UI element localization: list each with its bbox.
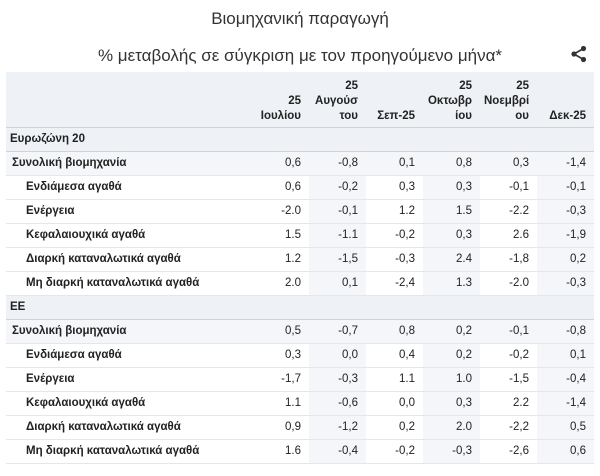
table-cell: -0,3 xyxy=(537,271,594,295)
table-cell: 0,3 xyxy=(366,175,423,199)
row-label: Κεφαλαιουχικά αγαθά xyxy=(6,223,242,247)
table-cell: -2.2 xyxy=(480,199,537,223)
table-cell: 1.1 xyxy=(242,391,309,415)
data-table-container xyxy=(6,72,594,464)
table-cell: -0,3 xyxy=(309,367,366,391)
table-cell: -1,2 xyxy=(309,415,366,439)
table-cell: 0,3 xyxy=(423,175,480,199)
row-label: Κεφαλαιουχικά αγαθά xyxy=(6,391,242,415)
table-cell: -0,8 xyxy=(309,151,366,175)
table-cell: -2.0 xyxy=(480,271,537,295)
row-label: Διαρκή καταναλωτικά αγαθά xyxy=(6,247,242,271)
column-header: Δεκ-25 xyxy=(537,72,594,127)
table-cell: -0,7 xyxy=(309,319,366,343)
table-cell: 2.0 xyxy=(423,415,480,439)
column-header: 25 Νοεμβρί ου xyxy=(480,72,537,127)
table-cell: 0,3 xyxy=(480,151,537,175)
table-cell: 0,2 xyxy=(537,247,594,271)
table-cell: -0,3 xyxy=(366,247,423,271)
table-cell: 0,6 xyxy=(537,439,594,463)
table-cell: 1.5 xyxy=(242,223,309,247)
table-cell: 2.2 xyxy=(480,391,537,415)
table-cell: -0,2 xyxy=(480,343,537,367)
table-cell: -1,5 xyxy=(309,247,366,271)
row-label: Συνολική βιομηχανία xyxy=(6,151,242,175)
table-cell: -0,6 xyxy=(309,391,366,415)
table-cell: -0,2 xyxy=(366,223,423,247)
table-cell: 2.4 xyxy=(423,247,480,271)
row-label: Διαρκή καταναλωτικά αγαθά xyxy=(6,415,242,439)
industrial-production-table xyxy=(6,72,594,464)
table-cell: 2.0 xyxy=(242,271,309,295)
table-cell: 0,2 xyxy=(423,319,480,343)
table-cell: -1,4 xyxy=(537,391,594,415)
table-cell: 0,1 xyxy=(309,271,366,295)
table-cell: 0,8 xyxy=(423,151,480,175)
table-cell: 0,9 xyxy=(242,415,309,439)
row-label: Μη διαρκή καταναλωτικά αγαθά xyxy=(6,271,242,295)
table-cell: -1,4 xyxy=(537,151,594,175)
table-row xyxy=(6,439,594,463)
column-header: 25 Αυγούσ του xyxy=(309,72,366,127)
table-cell: 1.0 xyxy=(423,367,480,391)
table-cell: 0,6 xyxy=(242,175,309,199)
table-cell: -0,4 xyxy=(309,439,366,463)
table-row xyxy=(6,175,594,199)
subtitle-row xyxy=(0,35,600,69)
table-cell: 0,5 xyxy=(242,319,309,343)
table-cell: 1.1 xyxy=(366,367,423,391)
table-cell: -0,2 xyxy=(366,439,423,463)
table-row xyxy=(6,319,594,343)
table-cell: -0,8 xyxy=(537,319,594,343)
page-title: Βιομηχανική παραγωγή xyxy=(211,9,389,28)
table-cell: -0,3 xyxy=(537,199,594,223)
group-label: ΕΕ xyxy=(6,295,594,319)
row-label: Ενδιάμεσα αγαθά xyxy=(6,175,242,199)
header-corner xyxy=(6,72,242,127)
table-row xyxy=(6,247,594,271)
row-label: Ενέργεια xyxy=(6,199,242,223)
table-cell: 0,8 xyxy=(366,319,423,343)
group-header-row xyxy=(6,127,594,151)
row-label: Μη διαρκή καταναλωτικά αγαθά xyxy=(6,439,242,463)
row-label: Ενδιάμεσα αγαθά xyxy=(6,343,242,367)
table-cell: -0,2 xyxy=(309,175,366,199)
table-cell: -0,1 xyxy=(480,319,537,343)
table-cell: 0,4 xyxy=(366,343,423,367)
table-cell: -0,3 xyxy=(423,439,480,463)
column-header: Σεπ-25 xyxy=(366,72,423,127)
table-cell: 0,5 xyxy=(537,415,594,439)
table-cell: -2.0 xyxy=(242,199,309,223)
table-cell: 0,2 xyxy=(423,343,480,367)
table-cell: 0,3 xyxy=(423,391,480,415)
table-cell: 2.6 xyxy=(480,223,537,247)
table-cell: -1.1 xyxy=(309,223,366,247)
table-cell: -1,9 xyxy=(537,223,594,247)
table-row xyxy=(6,199,594,223)
table-cell: 0,1 xyxy=(366,151,423,175)
table-cell: -0,1 xyxy=(309,199,366,223)
column-header: 25 Ιουλίου xyxy=(242,72,309,127)
group-header-row xyxy=(6,295,594,319)
row-label: Ενέργεια xyxy=(6,367,242,391)
table-row xyxy=(6,271,594,295)
table-cell: 1.6 xyxy=(242,439,309,463)
table-cell: -1,5 xyxy=(480,367,537,391)
table-cell: 1.3 xyxy=(423,271,480,295)
table-row xyxy=(6,367,594,391)
share-icon[interactable] xyxy=(570,45,588,63)
row-label: Συνολική βιομηχανία xyxy=(6,319,242,343)
table-cell: 0,3 xyxy=(423,223,480,247)
table-row xyxy=(6,223,594,247)
table-cell: -1,7 xyxy=(242,367,309,391)
table-cell: -1,8 xyxy=(480,247,537,271)
table-cell: -2,6 xyxy=(480,439,537,463)
table-cell: 0,2 xyxy=(366,415,423,439)
table-cell: -0,1 xyxy=(480,175,537,199)
table-cell: 0,3 xyxy=(242,343,309,367)
table-cell: -2,2 xyxy=(480,415,537,439)
table-row xyxy=(6,391,594,415)
table-cell: 1.2 xyxy=(242,247,309,271)
table-cell: 0,0 xyxy=(366,391,423,415)
table-body xyxy=(6,127,594,463)
group-label: Ευρωζώνη 20 xyxy=(6,127,594,151)
table-cell: 0,6 xyxy=(242,151,309,175)
table-cell: -0,1 xyxy=(537,175,594,199)
header-row xyxy=(6,72,594,127)
table-cell: 1.2 xyxy=(366,199,423,223)
column-header: 25 Οκτωβρ ίου xyxy=(423,72,480,127)
table-cell: 1.5 xyxy=(423,199,480,223)
table-cell: 0,0 xyxy=(309,343,366,367)
table-row xyxy=(6,151,594,175)
page-subtitle: % μεταβολής σε σύγκριση με τον προηγούμενο μήνα* xyxy=(97,46,503,65)
table-cell: 0,1 xyxy=(537,343,594,367)
table-row xyxy=(6,415,594,439)
table-cell: -0,4 xyxy=(537,367,594,391)
table-row xyxy=(6,343,594,367)
table-cell: -2,4 xyxy=(366,271,423,295)
